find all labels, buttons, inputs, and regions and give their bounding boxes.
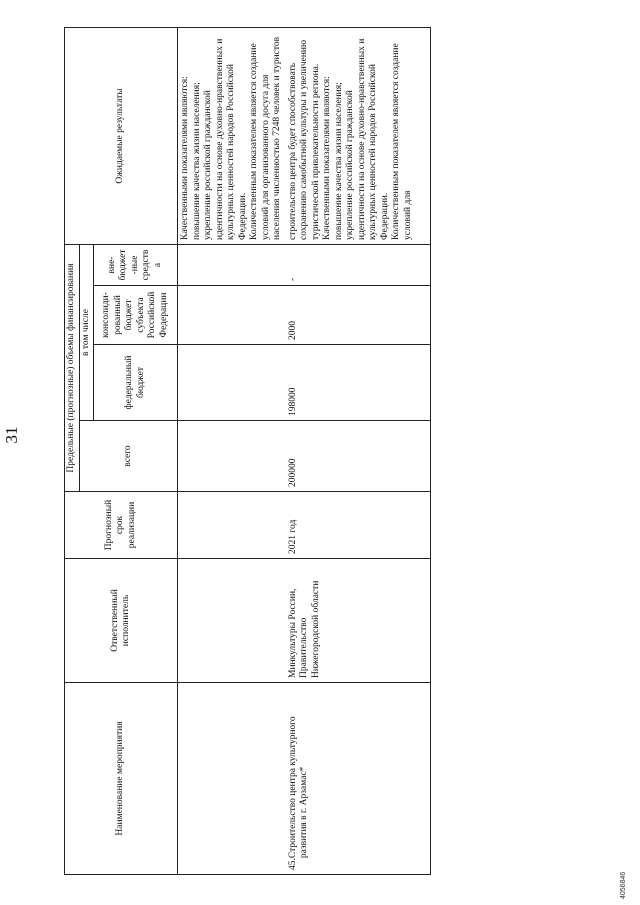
header-results: Ожидаемые результаты <box>65 28 178 245</box>
measure-number: 45. <box>287 858 298 870</box>
table-end-row <box>416 28 431 875</box>
header-federal: федеральный бюджет <box>94 345 178 421</box>
header-funding: Предельные (прогнозные) объемы финансирования <box>65 245 80 492</box>
measure-term: 2021 год <box>286 492 417 559</box>
header-row-1 <box>65 28 80 875</box>
measure-total: 200000 <box>286 421 417 492</box>
continuation-row <box>178 28 286 875</box>
measure-executor: Минкультуры России, Правительство Нижегородской области <box>286 559 417 683</box>
header-name: Наименование мероприятия <box>65 683 178 875</box>
measure-federal: 198000 <box>286 345 417 421</box>
header-executor: Ответственный исполнитель <box>65 559 178 683</box>
table-row <box>286 28 417 875</box>
page-number: 31 <box>2 426 21 444</box>
measure-results: строительство центра будет способствовать сохранению самобытной культуры и увеличению туристической привлекательности региона. Качественными показателями являются: повышение качества жизни населения; укрепление российской гражданской идентичности на основе духовно-нравственных и культурных ценностей народов Российской Федерации. Количественным показателем является создание условий для <box>286 28 417 245</box>
measure-name: Строительство центра культурного развития в г. Арзамас* <box>287 716 309 859</box>
document-code: 4056846 <box>620 871 627 899</box>
measure-cell <box>286 683 417 875</box>
continuation-results: Качественными показателями являются: повышение качества жизни населения; укрепление российской гражданской идентичности на основе духовно-нравственных и культурных ценностей народов Российской Федерации. Количественным показателем является создание условий для организованного досуга для населения численностью 7248 человек и туристов <box>178 28 286 245</box>
header-including: в том числе <box>79 245 94 421</box>
measure-regional: 2000 <box>286 286 417 345</box>
measure-extra: - <box>286 245 417 286</box>
header-extra: вне-бюджет-ные средства <box>94 245 178 286</box>
header-total: всего <box>79 421 178 492</box>
measures-table <box>64 27 431 875</box>
header-term: Прогнозный срок реализации <box>65 492 178 559</box>
header-regional: консолиди-рованный бюджет субъекта Российской Федерации <box>94 286 178 345</box>
